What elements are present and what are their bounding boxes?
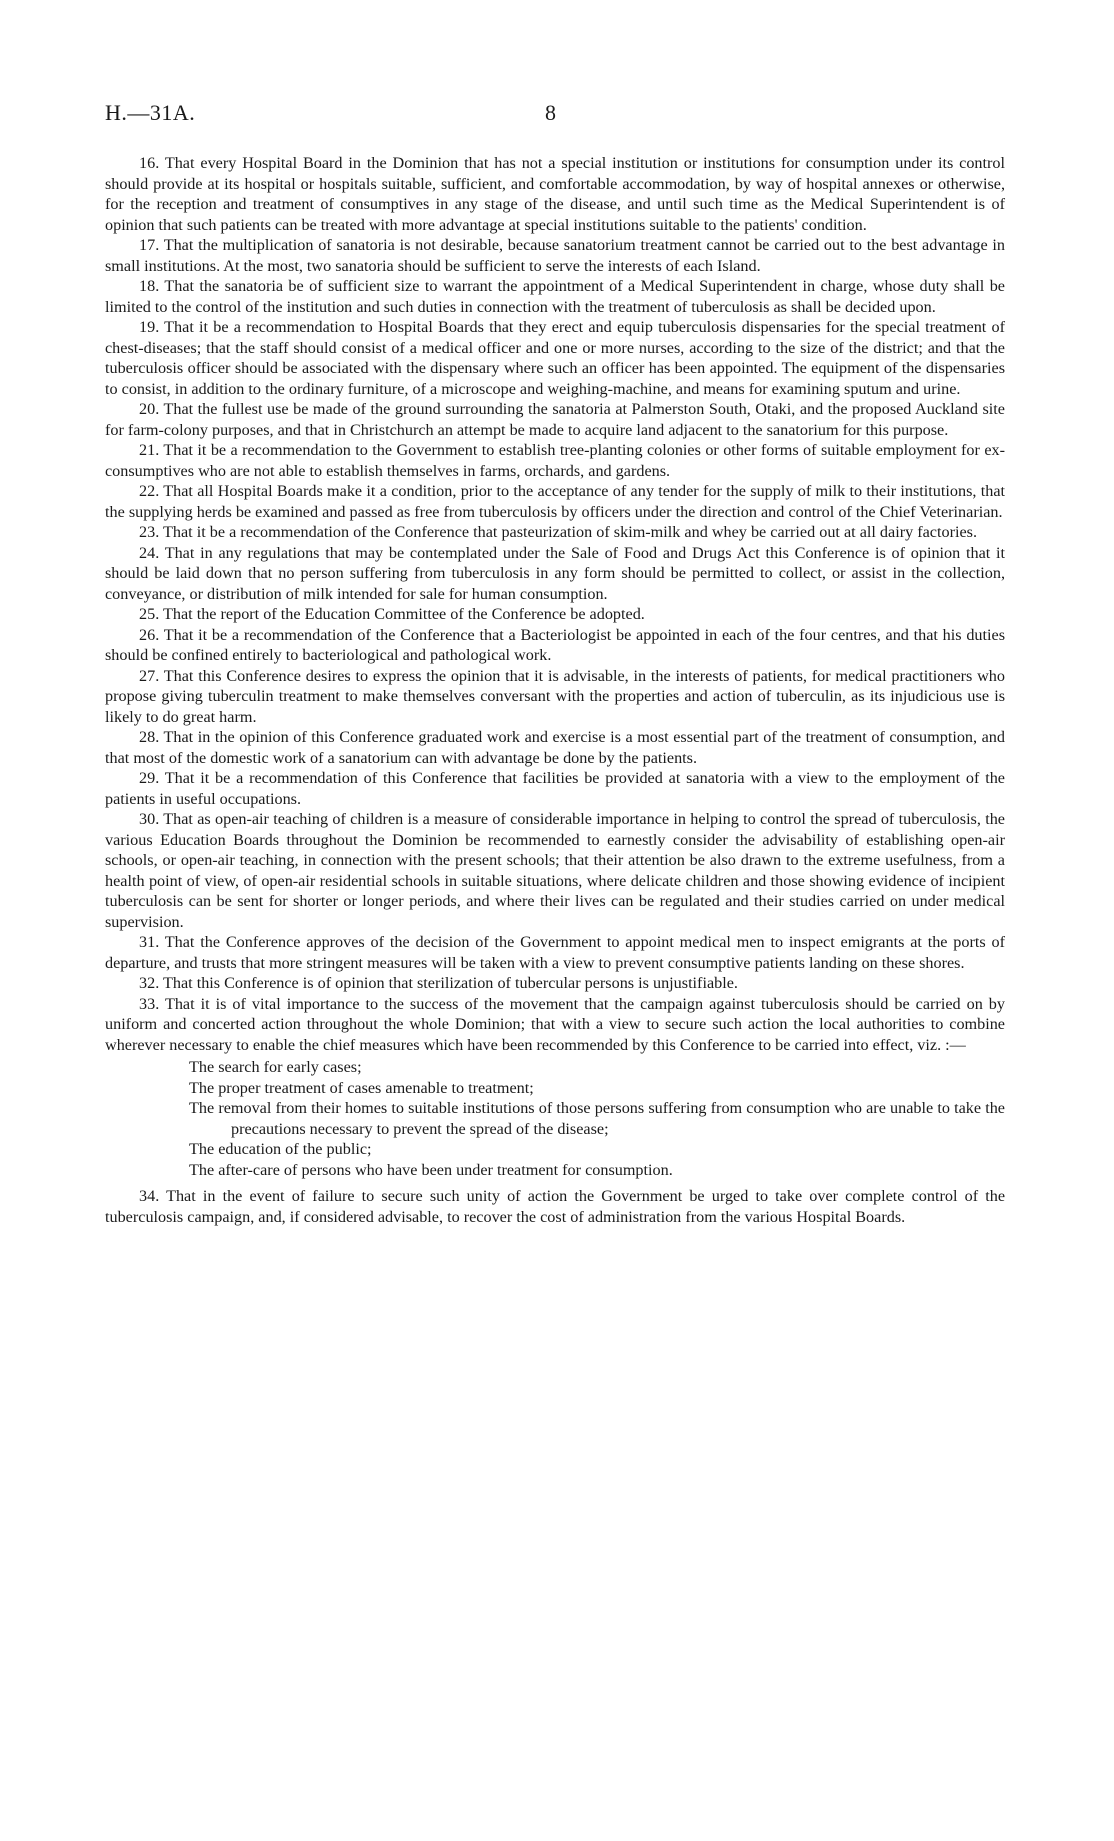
- resolution-20: 20. That the fullest use be made of the ground surrounding the sanatoria at Palmerston South, Otaki, and the proposed Auckland site for farm-colony purposes, and that in Christchurch an attempt be made to acquire land adjacent to the sanatorium for this purpose.: [105, 400, 1005, 439]
- resolution-16: 16. That every Hospital Board in the Dominion that has not a special institution or institutions for consumption under its control should provide at its hospital or hospitals suitable, sufficient, and comfortable accommodation, by way of hospital annexes or otherwise, for the reception and treatment of consumptives in any stage of the disease, and until such time as the Medical Superintendent is of opinion that such patients can be treated with more advantage at special institutions suitable to the patients' condition.: [105, 154, 1005, 234]
- resolution-28: 28. That in the opinion of this Conference graduated work and exercise is a most essential part of the treatment of consumption, and that most of the domestic work of a sanatorium can with advantage be done by the patients.: [105, 728, 1005, 767]
- resolution-29: 29. That it be a recommendation of this Conference that facilities be provided at sanatoria with a view to the employment of the patients in useful occupations.: [105, 769, 1005, 808]
- resolution-23: 23. That it be a recommendation of the Conference that pasteurization of skim-milk and whey be carried out at all dairy factories.: [139, 523, 978, 541]
- resolution-17: 17. That the multiplication of sanatoria is not desirable, because sanatorium treatment cannot be carried out to the best advantage in small institutions. At the most, two sanatoria should be sufficient to serve the interests of each Island.: [105, 236, 1005, 275]
- page-number: 8: [545, 100, 556, 125]
- document-reference: H.—31A.: [105, 100, 196, 125]
- measure-item: The education of the public;: [189, 1140, 372, 1158]
- resolution-18: 18. That the sanatoria be of sufficient size to warrant the appointment of a Medical Superintendent in charge, whose duty shall be limited to the control of the institution and such duties in connection with the treatment of tuberculosis as shall be decided upon.: [105, 277, 1005, 316]
- measure-item: The removal from their homes to suitable institutions of those persons suffering from consumption who are unable to take the precautions necessary to prevent the spread of the disease;: [189, 1099, 1005, 1138]
- resolution-33: 33. That it is of vital importance to the success of the movement that the campaign against tuberculosis should be carried on by uniform and concerted action throughout the whole Dominion; that with a view to secure such action the local authorities to combine wherever necessary to enable the chief measures which have been recommended by this Conference to be carried into effect, viz. :—: [105, 994, 1005, 1054]
- measure-item: The search for early cases;: [189, 1058, 362, 1076]
- resolution-32: 32. That this Conference is of opinion that sterilization of tubercular persons is unjustifiable.: [139, 974, 738, 992]
- measure-item: The proper treatment of cases amenable to treatment;: [189, 1078, 534, 1097]
- page-header: [105, 100, 1005, 130]
- resolution-30: 30. That as open-air teaching of children is a measure of considerable importance in helping to control the spread of tuberculosis, the various Education Boards throughout the Dominion be recommended to earnestly consider the advisability of establishing open-air schools, or open-air teaching, in connection with the present schools; that their attention be also drawn to the extreme usefulness, from a health point of view, of open-air residential schools in suitable situations, where delicate children and those showing evidence of incipient tuberculosis can be sent for shorter or longer periods, and where their lives can be regulated and their studies carried on under medical supervision.: [105, 810, 1005, 931]
- resolution-19: 19. That it be a recommendation to Hospital Boards that they erect and equip tuberculosis dispensaries for the special treatment of chest-diseases; that the staff should consist of a medical officer and one or more nurses, according to the size of the district; and that the tuberculosis officer should be associated with the dispensary where such an officer has been appointed. The equipment of the dispensaries to consist, in addition to the ordinary furniture, of a microscope and weighing-machine, and means for examining sputum and urine.: [105, 318, 1005, 398]
- resolution-22: 22. That all Hospital Boards make it a condition, prior to the acceptance of any tender for the supply of milk to their institutions, that the supplying herds be examined and passed as free from tuberculosis by officers under the direction and control of the Chief Veterinarian.: [105, 482, 1005, 521]
- resolution-31: 31. That the Conference approves of the decision of the Government to appoint medical men to inspect emigrants at the ports of departure, and trusts that more stringent measures will be taken with a view to prevent consumptive patients landing on these shores.: [105, 933, 1005, 972]
- resolution-27: 27. That this Conference desires to express the opinion that it is advisable, in the interests of patients, for medical practitioners who propose giving tuberculin treatment to make themselves conversant with the properties and action of tuberculin, as its injudicious use is likely to do great harm.: [105, 666, 1005, 726]
- resolution-24: 24. That in any regulations that may be contemplated under the Sale of Food and Drugs Act this Conference is of opinion that it should be laid down that no person suffering from tuberculosis in any form should be permitted to collect, or assist in the collection, conveyance, or distribution of milk intended for sale for human consumption.: [105, 543, 1005, 603]
- document-body: [105, 153, 1005, 1227]
- measure-item: The after-care of persons who have been under treatment for consumption.: [189, 1160, 673, 1179]
- resolution-26: 26. That it be a recommendation of the Conference that a Bacteriologist be appointed in each of the four centres, and that his duties should be confined entirely to bacteriological and pathological work.: [105, 625, 1005, 664]
- resolution-21: 21. That it be a recommendation to the Government to establish tree-planting colonies or other forms of suitable employment for ex-consumptives who are not able to establish themselves in farms, orchards, and gardens.: [105, 441, 1005, 480]
- resolution-34: 34. That in the event of failure to secure such unity of action the Government be urged to take over complete control of the tuberculosis campaign, and, if considered advisable, to recover the cost of administration from the various Hospital Boards.: [105, 1187, 1005, 1226]
- resolution-25: 25. That the report of the Education Committee of the Conference be adopted.: [139, 605, 645, 623]
- measures-list: [189, 1057, 1005, 1180]
